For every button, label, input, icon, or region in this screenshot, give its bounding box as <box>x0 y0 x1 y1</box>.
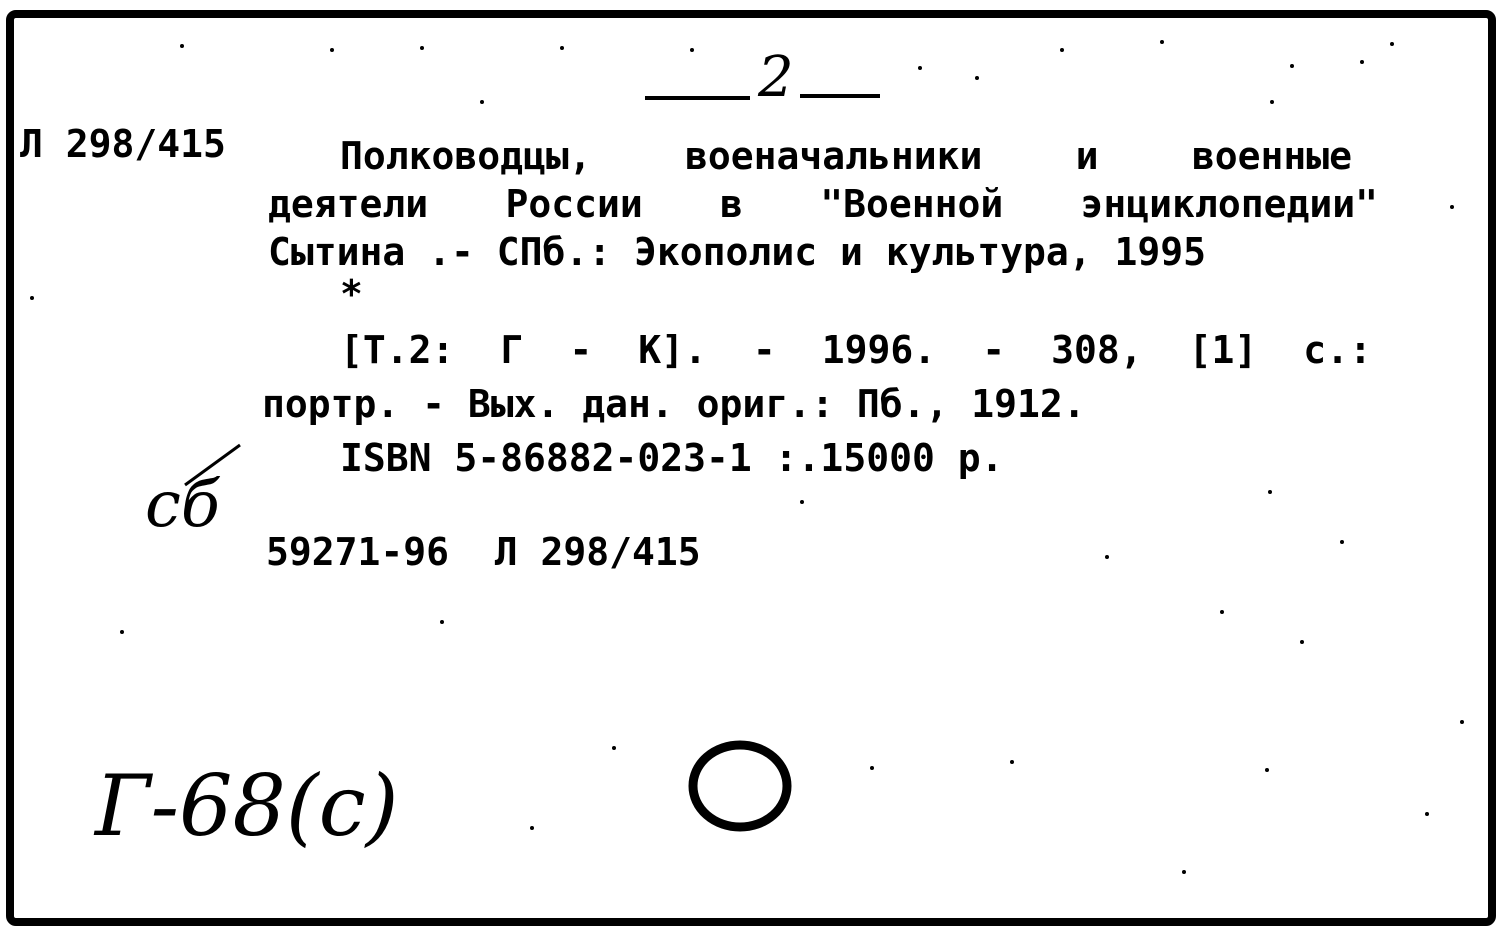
handwritten-stroke <box>180 440 250 490</box>
speck <box>480 100 484 104</box>
separator-asterisk: * <box>340 272 363 316</box>
imprint-line: Сытина .- СПб.: Экополис и культура, 1995 <box>268 230 1206 274</box>
word: 1996. <box>821 328 937 372</box>
speck <box>690 48 694 52</box>
page-mark-dash-left <box>645 96 750 100</box>
word: - <box>982 328 1006 372</box>
volume-line <box>340 328 1372 372</box>
word: энциклопедии" <box>1080 182 1378 226</box>
speck <box>420 46 424 50</box>
shelf-mark: Л 298/415 <box>20 122 226 166</box>
speck <box>330 48 334 52</box>
word: Полководцы, <box>340 134 592 178</box>
word: России <box>505 182 643 226</box>
speck <box>1220 610 1224 614</box>
speck <box>530 826 534 830</box>
speck <box>1340 540 1344 544</box>
word: Г <box>500 328 524 372</box>
isbn-line: ISBN 5-86882-023-1 :.15000 р. <box>340 436 1004 480</box>
word: "Военной <box>820 182 1004 226</box>
word: деятели <box>268 182 429 226</box>
speck <box>30 296 34 300</box>
speck <box>918 66 922 70</box>
title-line-1 <box>340 134 1352 178</box>
handwritten-note-bottom: Г-68(с) <box>95 757 399 855</box>
word: с.: <box>1303 328 1372 372</box>
speck <box>1182 870 1186 874</box>
speck <box>440 620 444 624</box>
page-mark: 2 <box>758 45 794 110</box>
speck <box>1425 812 1429 816</box>
speck <box>1105 555 1109 559</box>
word: в <box>720 182 743 226</box>
word: К]. <box>638 328 707 372</box>
word: [Т.2: <box>340 328 455 372</box>
speck <box>560 46 564 50</box>
speck <box>1010 760 1014 764</box>
word: - <box>569 328 593 372</box>
word: и <box>1075 134 1099 178</box>
speck <box>975 76 979 80</box>
accession-number: 59271-96 Л 298/415 <box>266 530 701 574</box>
speck <box>1270 100 1274 104</box>
word: [1] <box>1188 328 1258 372</box>
word: военачальники <box>684 134 983 178</box>
speck <box>1460 720 1464 724</box>
speck <box>1268 490 1272 494</box>
speck <box>1450 205 1454 209</box>
speck <box>1360 60 1364 64</box>
speck <box>1290 64 1294 68</box>
word: военные <box>1191 134 1352 178</box>
speck <box>870 766 874 770</box>
speck <box>1300 640 1304 644</box>
word: 308, <box>1051 328 1143 372</box>
speck <box>1390 42 1394 46</box>
speck <box>1060 48 1064 52</box>
title-line-2 <box>268 182 1378 226</box>
speck <box>120 630 124 634</box>
page-mark-dash-right <box>800 94 880 98</box>
speck <box>800 500 804 504</box>
punch-hole <box>684 738 800 838</box>
speck <box>1160 40 1164 44</box>
speck <box>612 746 616 750</box>
description-line: портр. - Вых. дан. ориг.: Пб., 1912. <box>262 382 1086 426</box>
handwritten-note-left: сб <box>145 468 220 542</box>
speck <box>180 44 184 48</box>
speck <box>1265 768 1269 772</box>
word: - <box>752 328 776 372</box>
